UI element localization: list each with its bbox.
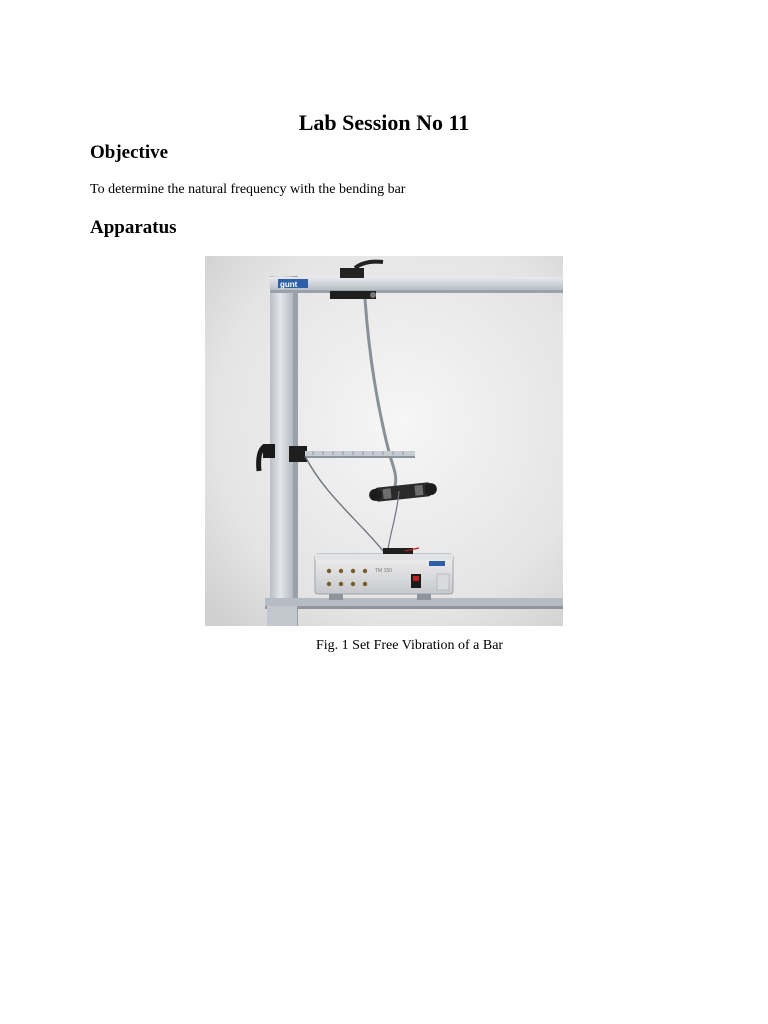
bar-clamp-block (330, 291, 376, 299)
side-clamp-block (289, 446, 307, 462)
apparatus-photo (205, 256, 563, 626)
amplifier-label-text: TM 150 (375, 568, 392, 574)
amplifier-box (315, 548, 453, 594)
page-title: Lab Session No 11 (298, 110, 470, 135)
gunt-logo-text: gunt (280, 280, 298, 289)
figure-caption: Fig. 1 Set Free Vibration of a Bar (316, 638, 504, 653)
objective-heading: Objective (90, 142, 169, 163)
amplifier-logo-icon (429, 561, 445, 566)
objective-text: To determine the natural frequency with the bending bar (90, 182, 406, 197)
apparatus-heading: Apparatus (90, 217, 177, 238)
frame-top-beam (270, 277, 563, 291)
top-clamp (340, 268, 364, 278)
